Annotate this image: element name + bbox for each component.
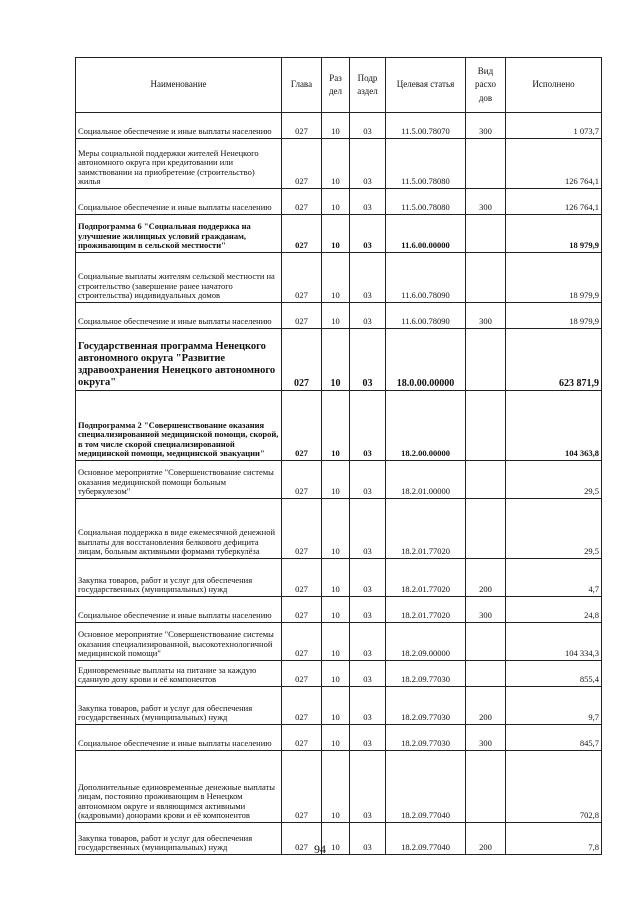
row-amount: 1 073,7 [506,113,602,139]
row-vid [466,661,506,687]
table-row [76,687,602,725]
header-glava: Глава [282,58,322,113]
row-amount: 29,5 [506,461,602,499]
row-name: Подпрограмма 2 "Совершенствование оказания специализированной медицинской помощи, скорой, в том числе скорой специализированной медицинской помощи, медицинской эвакуации" [76,391,282,461]
row-amount: 702,8 [506,751,602,823]
row-razdel: 10 [322,253,350,303]
row-razdel: 10 [322,687,350,725]
row-amount: 18 979,9 [506,253,602,303]
header-amount: Исполнено [506,58,602,113]
row-razdel: 10 [322,559,350,597]
row-glava: 027 [282,687,322,725]
row-razdel: 10 [322,499,350,559]
row-glava: 027 [282,113,322,139]
table-row [76,139,602,189]
row-name: Социальное обеспечение и иные выплаты населению [76,597,282,623]
row-statya: 11.5.00.78070 [386,113,466,139]
header-razdel: Раз дел [322,58,350,113]
row-podrazdel: 03 [350,391,386,461]
row-amount: 18 979,9 [506,215,602,253]
row-vid [466,139,506,189]
row-razdel: 10 [322,113,350,139]
budget-execution-table [75,57,602,855]
row-podrazdel: 03 [350,113,386,139]
table-row [76,189,602,215]
row-statya: 11.6.00.78090 [386,303,466,329]
row-statya: 18.2.09.77040 [386,823,466,855]
row-vid: 300 [466,189,506,215]
row-podrazdel: 03 [350,559,386,597]
row-amount: 7,8 [506,823,602,855]
row-amount: 126 764,1 [506,139,602,189]
row-amount: 845,7 [506,725,602,751]
row-vid: 300 [466,725,506,751]
row-razdel: 10 [322,461,350,499]
row-vid: 200 [466,559,506,597]
row-name: Социальные выплаты жителям сельской местности на строительство (завершение ранее начатого строительства) индивидуальных домов [76,253,282,303]
row-razdel: 10 [322,823,350,855]
row-podrazdel: 03 [350,303,386,329]
row-amount: 104 334,3 [506,623,602,661]
row-glava: 027 [282,189,322,215]
row-podrazdel: 03 [350,189,386,215]
row-vid: 200 [466,823,506,855]
table-row [76,113,602,139]
row-vid [466,391,506,461]
row-name: Закупка товаров, работ и услуг для обеспечения государственных (муниципальных) нужд [76,687,282,725]
table-row [76,253,602,303]
row-razdel: 10 [322,661,350,687]
row-name: Дополнительные единовременные денежные выплаты лицам, постоянно проживающим в Ненецком автономном округе и являющимся активными (кадровыми) донорами крови и её компонентов [76,751,282,823]
row-podrazdel: 03 [350,823,386,855]
row-statya: 18.2.01.77020 [386,499,466,559]
row-vid [466,253,506,303]
row-razdel: 10 [322,725,350,751]
header-statya: Целевая статья [386,58,466,113]
row-name: Социальная поддержка в виде ежемесячной денежной выплаты для восстановления белкового дефицита лицам, больным активными формами туберкулёза [76,499,282,559]
row-name: Социальное обеспечение и иные выплаты населению [76,113,282,139]
row-vid [466,751,506,823]
row-glava: 027 [282,253,322,303]
row-statya: 11.6.00.00000 [386,215,466,253]
row-vid [466,329,506,391]
row-statya: 11.5.00.78080 [386,189,466,215]
row-statya: 18.2.00.00000 [386,391,466,461]
row-podrazdel: 03 [350,139,386,189]
table-header-row [76,58,602,113]
row-vid [466,499,506,559]
row-statya: 18.0.00.00000 [386,329,466,391]
row-statya: 18.2.01.77020 [386,597,466,623]
row-razdel: 10 [322,391,350,461]
row-amount: 9,7 [506,687,602,725]
row-name: Социальное обеспечение и иные выплаты населению [76,725,282,751]
table-row [76,303,602,329]
row-statya: 18.2.09.77030 [386,725,466,751]
table-row [76,661,602,687]
header-name: Наименование [76,58,282,113]
row-name: Единовременные выплаты на питание за каждую сданную дозу крови и её компонентов [76,661,282,687]
row-razdel: 10 [322,597,350,623]
row-podrazdel: 03 [350,687,386,725]
row-amount: 4,7 [506,559,602,597]
row-glava: 027 [282,329,322,391]
row-razdel: 10 [322,329,350,391]
table-row [76,725,602,751]
row-statya: 11.6.00.78090 [386,253,466,303]
table-row [76,597,602,623]
row-name: Меры социальной поддержки жителей Ненецкого автономного округа при кредитовании или заимствовании на приобретение (строительство) жилья [76,139,282,189]
row-statya: 11.5.00.78080 [386,139,466,189]
page-number: 94 [314,842,326,856]
row-vid [466,623,506,661]
table-row [76,215,602,253]
row-podrazdel: 03 [350,461,386,499]
row-razdel: 10 [322,139,350,189]
row-podrazdel: 03 [350,725,386,751]
row-razdel: 10 [322,623,350,661]
row-glava: 027 [282,823,322,855]
row-glava: 027 [282,215,322,253]
row-amount: 18 979,9 [506,303,602,329]
row-name: Закупка товаров, работ и услуг для обеспечения государственных (муниципальных) нужд [76,823,282,855]
row-podrazdel: 03 [350,751,386,823]
row-glava: 027 [282,623,322,661]
table-body [76,113,602,855]
row-vid: 300 [466,597,506,623]
row-name: Государственная программа Ненецкого автономного округа "Развитие здравоохранения Ненецкого автономного округа" [76,329,282,391]
row-glava: 027 [282,499,322,559]
row-razdel: 10 [322,751,350,823]
row-glava: 027 [282,139,322,189]
row-razdel: 10 [322,303,350,329]
row-vid [466,461,506,499]
row-statya: 18.2.09.77040 [386,751,466,823]
row-name: Социальное обеспечение и иные выплаты населению [76,303,282,329]
row-amount: 29,5 [506,499,602,559]
row-podrazdel: 03 [350,499,386,559]
table-row [76,751,602,823]
row-name: Закупка товаров, работ и услуг для обеспечения государственных (муниципальных) нужд [76,559,282,597]
row-podrazdel: 03 [350,329,386,391]
row-vid: 300 [466,303,506,329]
row-podrazdel: 03 [350,597,386,623]
row-statya: 18.2.01.77020 [386,559,466,597]
row-name: Основное мероприятие "Совершенствование системы оказания специализированной, высокотехнологичной медицинской помощи" [76,623,282,661]
row-glava: 027 [282,461,322,499]
header-podrazdel: Подр аздел [350,58,386,113]
row-podrazdel: 03 [350,253,386,303]
row-statya: 18.2.09.00000 [386,623,466,661]
header-vid: Вид расхо дов [466,58,506,113]
row-glava: 027 [282,391,322,461]
row-vid: 200 [466,687,506,725]
row-amount: 126 764,1 [506,189,602,215]
row-glava: 027 [282,597,322,623]
table-row [76,329,602,391]
row-glava: 027 [282,751,322,823]
row-glava: 027 [282,661,322,687]
row-glava: 027 [282,559,322,597]
row-glava: 027 [282,303,322,329]
row-amount: 24,8 [506,597,602,623]
row-vid: 300 [466,113,506,139]
row-statya: 18.2.09.77030 [386,687,466,725]
table-row [76,559,602,597]
row-amount: 623 871,9 [506,329,602,391]
row-name: Подпрограмма 6 "Социальная поддержка на улучшение жилищных условий гражданам, проживающим в сельской местности" [76,215,282,253]
row-vid [466,215,506,253]
row-razdel: 10 [322,189,350,215]
table-row [76,461,602,499]
row-podrazdel: 03 [350,661,386,687]
table-row [76,623,602,661]
table-row [76,499,602,559]
row-glava: 027 [282,725,322,751]
row-podrazdel: 03 [350,623,386,661]
table-row [76,391,602,461]
row-amount: 104 363,8 [506,391,602,461]
row-amount: 855,4 [506,661,602,687]
row-statya: 18.2.01.00000 [386,461,466,499]
row-podrazdel: 03 [350,215,386,253]
row-name: Основное мероприятие "Совершенствование системы оказания медицинской помощи больным туберкулезом" [76,461,282,499]
row-name: Социальное обеспечение и иные выплаты населению [76,189,282,215]
row-razdel: 10 [322,215,350,253]
row-statya: 18.2.09.77030 [386,661,466,687]
